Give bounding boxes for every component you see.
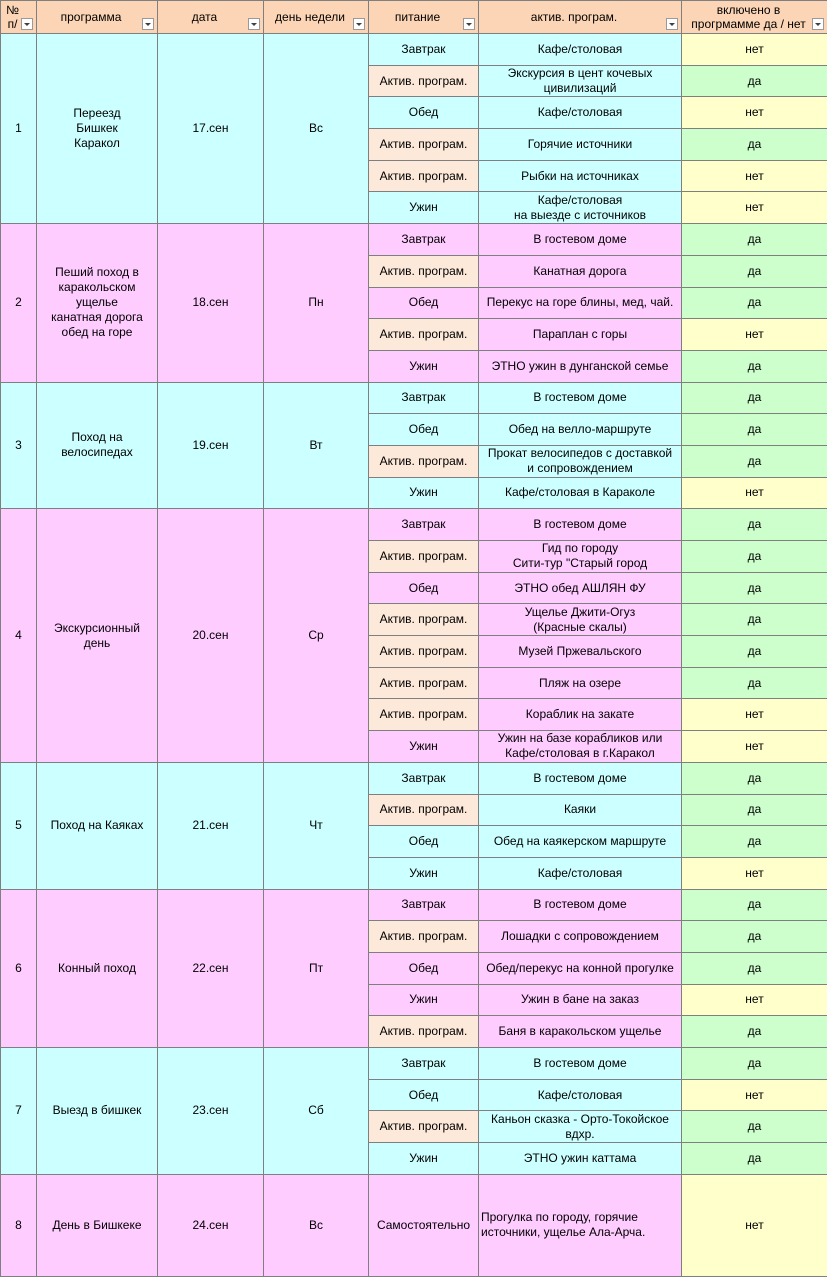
meal-cell[interactable]: Актив. програм.	[369, 794, 479, 826]
activity-cell[interactable]: Прокат велосипедов с доставкой и сопровождением	[479, 445, 682, 477]
activity-cell[interactable]: Кафе/столовая на выезде с источников	[479, 192, 682, 224]
column-header-num: № п/	[1, 1, 37, 34]
meal-cell[interactable]: Актив. програм.	[369, 319, 479, 351]
day-weekday-cell[interactable]: Сб	[264, 1048, 369, 1175]
column-header-activity: актив. програм.	[479, 1, 682, 34]
included-cell[interactable]: да	[682, 255, 827, 287]
day-weekday-cell[interactable]: Вт	[264, 382, 369, 509]
activity-cell[interactable]: ЭТНО ужин в дунганской семье	[479, 350, 682, 382]
column-header-date: дата	[158, 1, 264, 34]
activity-cell[interactable]: Ущелье Джити-Огуз (Красные скалы)	[479, 604, 682, 636]
included-cell[interactable]: да	[682, 889, 827, 921]
table-row	[1, 1048, 827, 1080]
included-cell[interactable]: да	[682, 1143, 827, 1175]
included-cell[interactable]: да	[682, 1111, 827, 1143]
meal-cell[interactable]: Актив. програм.	[369, 445, 479, 477]
activity-cell[interactable]: В гостевом доме	[479, 889, 682, 921]
meal-cell[interactable]: Актив. програм.	[369, 921, 479, 953]
included-cell[interactable]: да	[682, 1016, 827, 1048]
activity-cell[interactable]: Кафе/столовая	[479, 1079, 682, 1111]
meal-cell[interactable]: Обед	[369, 414, 479, 446]
included-cell[interactable]: да	[682, 667, 827, 699]
meal-cell[interactable]: Обед	[369, 1079, 479, 1111]
activity-cell[interactable]: Обед/перекус на конной прогулке	[479, 952, 682, 984]
included-cell[interactable]: да	[682, 604, 827, 636]
activity-cell[interactable]: Кафе/столовая в Караколе	[479, 477, 682, 509]
meal-cell[interactable]: Завтрак	[369, 762, 479, 794]
meal-cell[interactable]: Завтрак	[369, 1048, 479, 1080]
included-cell[interactable]: нет	[682, 34, 827, 66]
meal-cell[interactable]: Актив. програм.	[369, 667, 479, 699]
table-row	[1, 509, 827, 541]
day-number-cell[interactable]: 3	[1, 382, 37, 509]
included-cell[interactable]: да	[682, 921, 827, 953]
included-cell[interactable]: да	[682, 509, 827, 541]
day-program-cell[interactable]: Экскурсионный день	[37, 509, 158, 763]
activity-cell[interactable]: Баня в каракольском ущелье	[479, 1016, 682, 1048]
included-cell[interactable]: да	[682, 129, 827, 161]
day-number-cell[interactable]: 7	[1, 1048, 37, 1175]
meal-cell[interactable]: Актив. програм.	[369, 604, 479, 636]
header-row	[1, 1, 827, 34]
activity-cell[interactable]: В гостевом доме	[479, 1048, 682, 1080]
included-cell[interactable]: да	[682, 636, 827, 668]
activity-cell[interactable]: Обед на велло-маршруте	[479, 414, 682, 446]
day-date-cell[interactable]: 23.сен	[158, 1048, 264, 1175]
included-cell[interactable]: да	[682, 794, 827, 826]
activity-cell[interactable]: Прогулка по городу, горячие источники, ущелье Ала-Арча.	[479, 1174, 682, 1276]
activity-cell[interactable]: Каяки	[479, 794, 682, 826]
meal-cell[interactable]: Ужин	[369, 192, 479, 224]
day-number-cell[interactable]: 8	[1, 1174, 37, 1276]
column-header-weekday: день недели	[264, 1, 369, 34]
filter-dropdown-icon[interactable]	[142, 18, 154, 30]
table-row	[1, 382, 827, 414]
day-date-cell[interactable]: 17.сен	[158, 34, 264, 224]
table-row	[1, 224, 827, 256]
filter-dropdown-icon[interactable]	[248, 18, 260, 30]
day-program-cell[interactable]: Переезд Бишкек Каракол	[37, 34, 158, 224]
included-cell[interactable]: да	[682, 445, 827, 477]
meal-cell[interactable]: Актив. програм.	[369, 636, 479, 668]
meal-cell[interactable]: Обед	[369, 572, 479, 604]
meal-cell[interactable]: Актив. програм.	[369, 65, 479, 97]
meal-cell[interactable]: Актив. програм.	[369, 1111, 479, 1143]
day-weekday-cell[interactable]: Вс	[264, 34, 369, 224]
day-program-cell[interactable]: Выезд в бишкек	[37, 1048, 158, 1175]
included-cell[interactable]: да	[682, 224, 827, 256]
meal-cell[interactable]: Завтрак	[369, 224, 479, 256]
activity-cell[interactable]: Ужин на базе корабликов или Кафе/столовая в г.Каракол	[479, 731, 682, 763]
day-program-cell[interactable]: Конный поход	[37, 889, 158, 1047]
activity-cell[interactable]: Параплан с горы	[479, 319, 682, 351]
activity-cell[interactable]: Горячие источники	[479, 129, 682, 161]
included-cell[interactable]: нет	[682, 1079, 827, 1111]
table-row	[1, 889, 827, 921]
day-number-cell[interactable]: 2	[1, 224, 37, 382]
column-header-program: программа	[37, 1, 158, 34]
included-cell[interactable]: да	[682, 1048, 827, 1080]
day-date-cell[interactable]: 21.сен	[158, 762, 264, 889]
activity-cell[interactable]: Экскурсия в цент кочевых цивилизаций	[479, 65, 682, 97]
activity-cell[interactable]: Канатная дорога	[479, 255, 682, 287]
day-weekday-cell[interactable]: Ср	[264, 509, 369, 763]
included-cell[interactable]: да	[682, 762, 827, 794]
meal-cell[interactable]: Ужин	[369, 350, 479, 382]
meal-cell[interactable]: Актив. програм.	[369, 160, 479, 192]
included-cell[interactable]: нет	[682, 1174, 827, 1276]
column-header-included: включено в прогрмамме да / нет	[682, 1, 827, 34]
day-number-cell[interactable]: 4	[1, 509, 37, 763]
included-cell[interactable]: да	[682, 382, 827, 414]
day-date-cell[interactable]: 18.сен	[158, 224, 264, 382]
activity-cell[interactable]: Ужин в бане на заказ	[479, 984, 682, 1016]
day-program-cell[interactable]: Пеший поход в каракольском ущелье канатная дорога обед на горе	[37, 224, 158, 382]
included-cell[interactable]: нет	[682, 699, 827, 731]
activity-cell[interactable]: ЭТНО ужин каттама	[479, 1143, 682, 1175]
activity-cell[interactable]: Перекус на горе блины, мед, чай.	[479, 287, 682, 319]
meal-cell[interactable]: Завтрак	[369, 509, 479, 541]
table-row	[1, 1174, 827, 1276]
meal-cell[interactable]: Обед	[369, 826, 479, 858]
meal-cell[interactable]: Завтрак	[369, 382, 479, 414]
meal-cell[interactable]: Ужин	[369, 477, 479, 509]
day-weekday-cell[interactable]: Вс	[264, 1174, 369, 1276]
table-row	[1, 762, 827, 794]
meal-cell[interactable]: Обед	[369, 97, 479, 129]
included-cell[interactable]: да	[682, 350, 827, 382]
included-cell[interactable]: нет	[682, 984, 827, 1016]
table-row	[1, 34, 827, 66]
included-cell[interactable]: нет	[682, 857, 827, 889]
meal-cell[interactable]: Актив. програм.	[369, 699, 479, 731]
day-program-cell[interactable]: День в Бишкеке	[37, 1174, 158, 1276]
day-date-cell[interactable]: 24.сен	[158, 1174, 264, 1276]
activity-cell[interactable]: ЭТНО обед АШЛЯН ФУ	[479, 572, 682, 604]
meal-cell[interactable]: Ужин	[369, 731, 479, 763]
column-header-meal: питание	[369, 1, 479, 34]
activity-cell[interactable]: Кафе/столовая	[479, 34, 682, 66]
included-cell[interactable]: нет	[682, 731, 827, 763]
activity-cell[interactable]: Кафе/столовая	[479, 857, 682, 889]
day-weekday-cell[interactable]: Чт	[264, 762, 369, 889]
day-date-cell[interactable]: 19.сен	[158, 382, 264, 509]
activity-cell[interactable]: Гид по городу Сити-тур "Старый город	[479, 541, 682, 573]
included-cell[interactable]: да	[682, 572, 827, 604]
included-cell[interactable]: да	[682, 826, 827, 858]
table-body	[1, 34, 827, 1277]
day-weekday-cell[interactable]: Пн	[264, 224, 369, 382]
meal-cell[interactable]: Самостоятельно	[369, 1174, 479, 1276]
activity-cell[interactable]: В гостевом доме	[479, 509, 682, 541]
filter-dropdown-icon[interactable]	[812, 18, 824, 30]
meal-cell[interactable]: Актив. програм.	[369, 541, 479, 573]
day-number-cell[interactable]: 1	[1, 34, 37, 224]
included-cell[interactable]: да	[682, 952, 827, 984]
day-program-cell[interactable]: Поход на велосипедах	[37, 382, 158, 509]
included-cell[interactable]: да	[682, 287, 827, 319]
meal-cell[interactable]: Ужин	[369, 984, 479, 1016]
meal-cell[interactable]: Ужин	[369, 857, 479, 889]
activity-cell[interactable]: Рыбки на источниках	[479, 160, 682, 192]
filter-dropdown-icon[interactable]	[353, 18, 365, 30]
meal-cell[interactable]: Завтрак	[369, 34, 479, 66]
filter-dropdown-icon[interactable]	[666, 18, 678, 30]
included-cell[interactable]: нет	[682, 160, 827, 192]
activity-cell[interactable]: Пляж на озере	[479, 667, 682, 699]
included-cell[interactable]: нет	[682, 192, 827, 224]
filter-dropdown-icon[interactable]	[21, 18, 33, 30]
meal-cell[interactable]: Актив. програм.	[369, 129, 479, 161]
included-cell[interactable]: да	[682, 65, 827, 97]
meal-cell[interactable]: Актив. програм.	[369, 1016, 479, 1048]
meal-cell[interactable]: Завтрак	[369, 889, 479, 921]
meal-cell[interactable]: Обед	[369, 952, 479, 984]
included-cell[interactable]: нет	[682, 97, 827, 129]
activity-cell[interactable]: Лошадки с сопровождением	[479, 921, 682, 953]
day-weekday-cell[interactable]: Пт	[264, 889, 369, 1047]
activity-cell[interactable]: Обед на каякерском маршруте	[479, 826, 682, 858]
activity-cell[interactable]: Кафе/столовая	[479, 97, 682, 129]
activity-cell[interactable]: Каньон сказка - Орто-Токойское вдхр.	[479, 1111, 682, 1143]
activity-cell[interactable]: Музей Пржевальского	[479, 636, 682, 668]
day-number-cell[interactable]: 5	[1, 762, 37, 889]
activity-cell[interactable]: В гостевом доме	[479, 382, 682, 414]
meal-cell[interactable]: Обед	[369, 287, 479, 319]
activity-cell[interactable]: В гостевом доме	[479, 224, 682, 256]
included-cell[interactable]: да	[682, 414, 827, 446]
included-cell[interactable]: нет	[682, 477, 827, 509]
included-cell[interactable]: нет	[682, 319, 827, 351]
day-date-cell[interactable]: 20.сен	[158, 509, 264, 763]
meal-cell[interactable]: Ужин	[369, 1143, 479, 1175]
day-number-cell[interactable]: 6	[1, 889, 37, 1047]
filter-dropdown-icon[interactable]	[463, 18, 475, 30]
included-cell[interactable]: да	[682, 541, 827, 573]
meal-cell[interactable]: Актив. програм.	[369, 255, 479, 287]
day-date-cell[interactable]: 22.сен	[158, 889, 264, 1047]
activity-cell[interactable]: Кораблик на закате	[479, 699, 682, 731]
activity-cell[interactable]: В гостевом доме	[479, 762, 682, 794]
day-program-cell[interactable]: Поход на Каяках	[37, 762, 158, 889]
